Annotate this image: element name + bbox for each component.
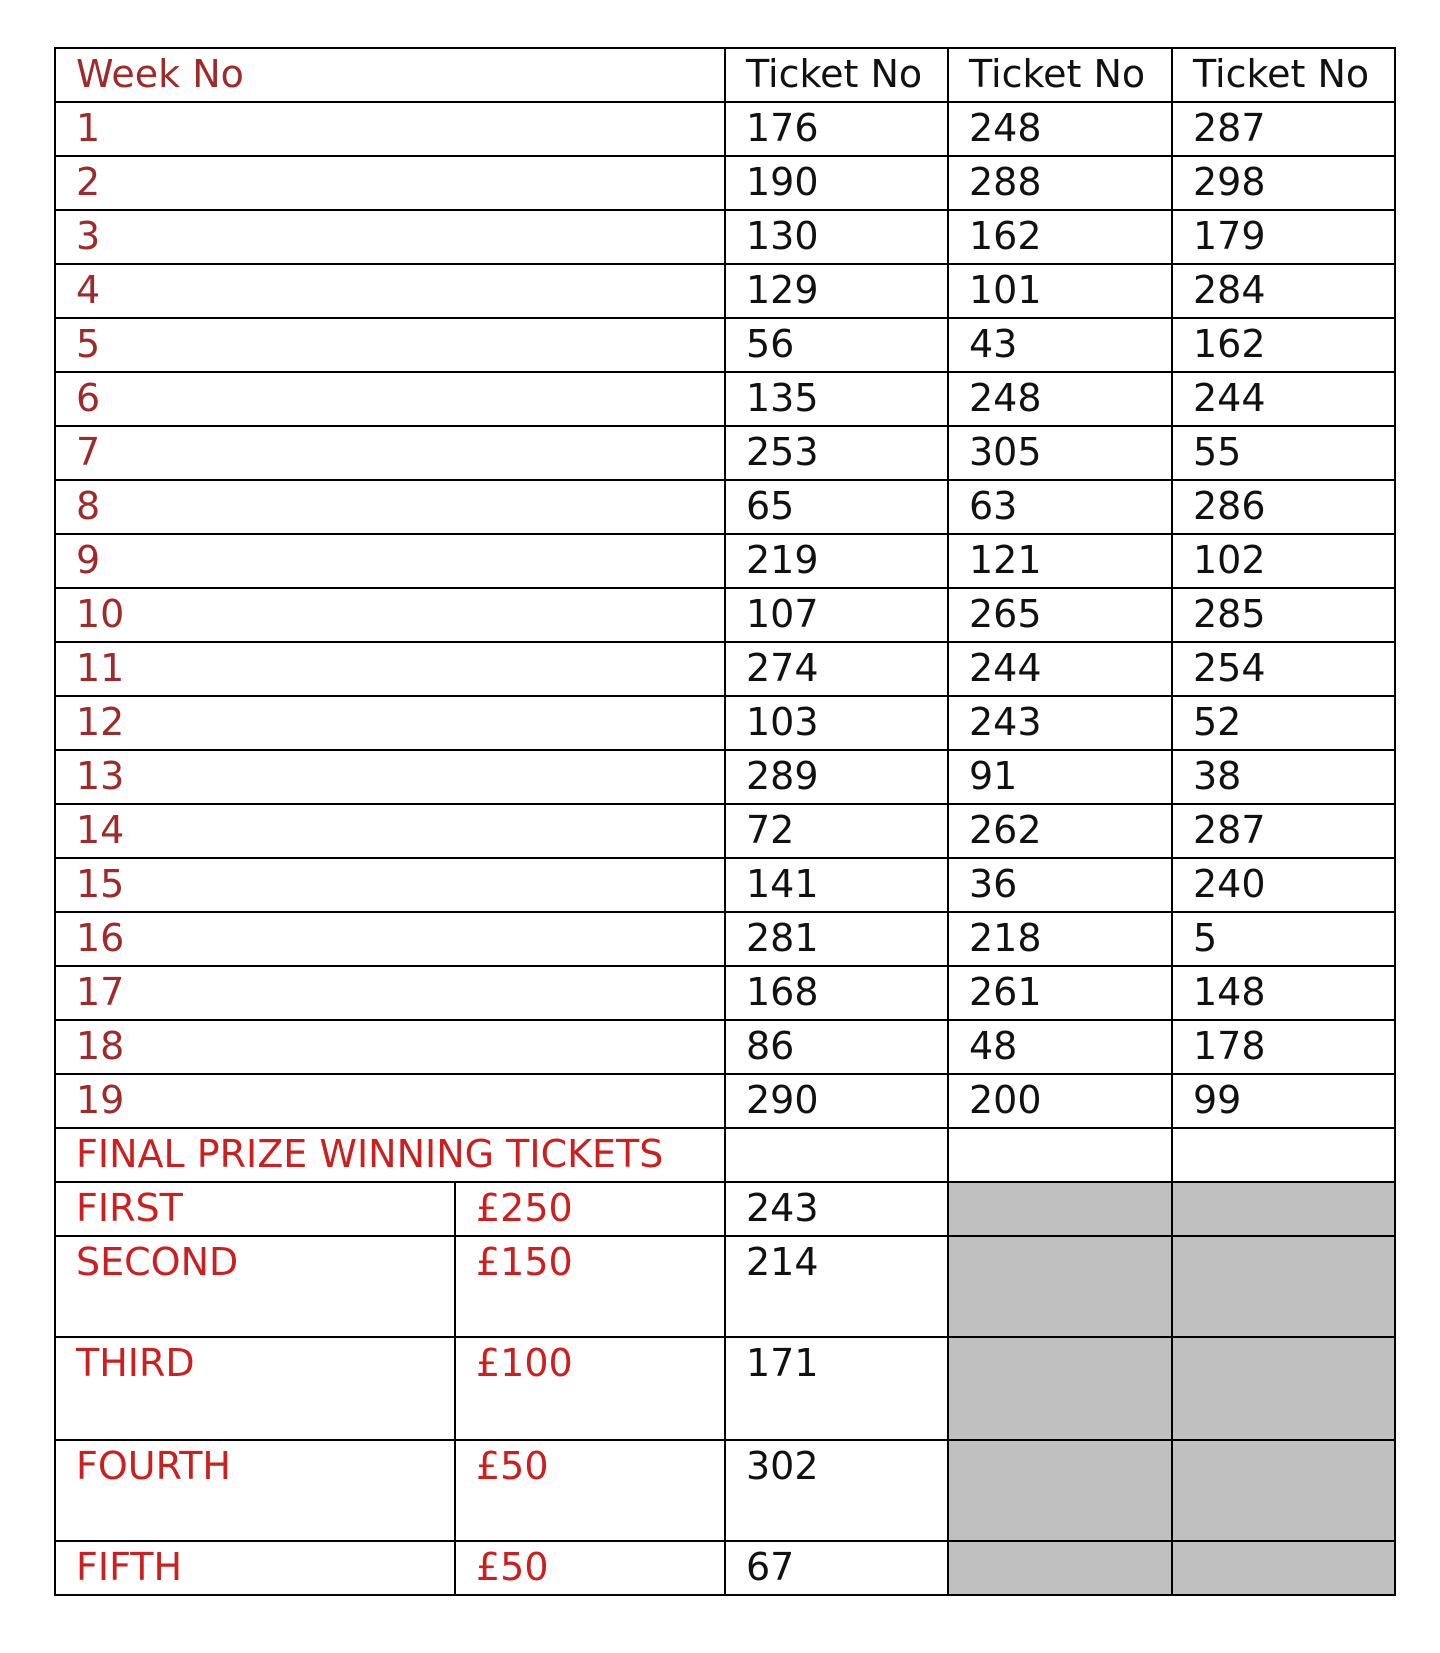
ticket-number-2: 200 bbox=[948, 1074, 1172, 1128]
table-body bbox=[55, 48, 1395, 1595]
ticket-number-1: 290 bbox=[725, 1074, 948, 1128]
week-row bbox=[55, 696, 1395, 750]
ticket-number-1: 107 bbox=[725, 588, 948, 642]
prize-amount: £100 bbox=[455, 1337, 725, 1440]
week-number: 11 bbox=[55, 642, 725, 696]
prize-ticket: 67 bbox=[725, 1541, 948, 1595]
prize-row bbox=[55, 1182, 1395, 1236]
week-number: 16 bbox=[55, 912, 725, 966]
prize-place: THIRD bbox=[55, 1337, 455, 1440]
ticket-number-3: 240 bbox=[1172, 858, 1395, 912]
grey-empty-cell bbox=[948, 1337, 1172, 1440]
ticket-number-3: 287 bbox=[1172, 804, 1395, 858]
ticket-number-2: 91 bbox=[948, 750, 1172, 804]
ticket-no-header-3: Ticket No bbox=[1172, 48, 1395, 102]
ticket-number-1: 141 bbox=[725, 858, 948, 912]
ticket-number-3: 55 bbox=[1172, 426, 1395, 480]
empty-cell bbox=[1172, 1128, 1395, 1182]
ticket-number-3: 254 bbox=[1172, 642, 1395, 696]
prize-place: FIRST bbox=[55, 1182, 455, 1236]
grey-empty-cell bbox=[948, 1236, 1172, 1337]
prize-place: FOURTH bbox=[55, 1440, 455, 1541]
prize-amount: £50 bbox=[455, 1541, 725, 1595]
week-row bbox=[55, 480, 1395, 534]
grey-empty-cell bbox=[1172, 1337, 1395, 1440]
lottery-results-table bbox=[54, 47, 1396, 1596]
ticket-number-3: 284 bbox=[1172, 264, 1395, 318]
week-row bbox=[55, 210, 1395, 264]
final-prize-heading-row bbox=[55, 1128, 1395, 1182]
ticket-number-3: 179 bbox=[1172, 210, 1395, 264]
week-number: 10 bbox=[55, 588, 725, 642]
grey-empty-cell bbox=[1172, 1182, 1395, 1236]
ticket-number-1: 176 bbox=[725, 102, 948, 156]
ticket-number-3: 52 bbox=[1172, 696, 1395, 750]
week-number: 13 bbox=[55, 750, 725, 804]
week-row bbox=[55, 1074, 1395, 1128]
ticket-number-2: 248 bbox=[948, 102, 1172, 156]
ticket-number-3: 285 bbox=[1172, 588, 1395, 642]
grey-empty-cell bbox=[948, 1182, 1172, 1236]
ticket-number-3: 38 bbox=[1172, 750, 1395, 804]
prize-amount: £150 bbox=[455, 1236, 725, 1337]
ticket-number-1: 253 bbox=[725, 426, 948, 480]
ticket-number-1: 135 bbox=[725, 372, 948, 426]
ticket-number-1: 289 bbox=[725, 750, 948, 804]
week-number: 1 bbox=[55, 102, 725, 156]
prize-ticket: 243 bbox=[725, 1182, 948, 1236]
week-row bbox=[55, 156, 1395, 210]
prize-ticket: 171 bbox=[725, 1337, 948, 1440]
week-row bbox=[55, 966, 1395, 1020]
ticket-number-3: 287 bbox=[1172, 102, 1395, 156]
ticket-number-3: 5 bbox=[1172, 912, 1395, 966]
week-row bbox=[55, 858, 1395, 912]
ticket-number-2: 36 bbox=[948, 858, 1172, 912]
prize-row bbox=[55, 1541, 1395, 1595]
week-number: 2 bbox=[55, 156, 725, 210]
ticket-number-3: 298 bbox=[1172, 156, 1395, 210]
ticket-number-2: 262 bbox=[948, 804, 1172, 858]
prize-place: SECOND bbox=[55, 1236, 455, 1337]
week-number: 3 bbox=[55, 210, 725, 264]
grey-empty-cell bbox=[1172, 1236, 1395, 1337]
grey-empty-cell bbox=[948, 1541, 1172, 1595]
ticket-number-2: 101 bbox=[948, 264, 1172, 318]
ticket-number-2: 218 bbox=[948, 912, 1172, 966]
ticket-no-header-2: Ticket No bbox=[948, 48, 1172, 102]
week-number: 6 bbox=[55, 372, 725, 426]
ticket-number-2: 248 bbox=[948, 372, 1172, 426]
ticket-number-1: 281 bbox=[725, 912, 948, 966]
ticket-number-3: 148 bbox=[1172, 966, 1395, 1020]
week-row bbox=[55, 804, 1395, 858]
final-prize-heading: FINAL PRIZE WINNING TICKETS bbox=[55, 1128, 725, 1182]
ticket-number-2: 265 bbox=[948, 588, 1172, 642]
ticket-number-3: 244 bbox=[1172, 372, 1395, 426]
prize-amount: £250 bbox=[455, 1182, 725, 1236]
ticket-no-header-1: Ticket No bbox=[725, 48, 948, 102]
week-number: 7 bbox=[55, 426, 725, 480]
ticket-number-1: 130 bbox=[725, 210, 948, 264]
prize-place: FIFTH bbox=[55, 1541, 455, 1595]
ticket-number-2: 63 bbox=[948, 480, 1172, 534]
week-number: 9 bbox=[55, 534, 725, 588]
week-number: 8 bbox=[55, 480, 725, 534]
week-number: 5 bbox=[55, 318, 725, 372]
week-number: 18 bbox=[55, 1020, 725, 1074]
ticket-number-1: 219 bbox=[725, 534, 948, 588]
grey-empty-cell bbox=[1172, 1440, 1395, 1541]
grey-empty-cell bbox=[948, 1440, 1172, 1541]
ticket-number-1: 190 bbox=[725, 156, 948, 210]
week-no-header: Week No bbox=[55, 48, 725, 102]
week-row bbox=[55, 642, 1395, 696]
week-row bbox=[55, 588, 1395, 642]
ticket-number-2: 261 bbox=[948, 966, 1172, 1020]
ticket-number-2: 48 bbox=[948, 1020, 1172, 1074]
empty-cell bbox=[725, 1128, 948, 1182]
grey-empty-cell bbox=[1172, 1541, 1395, 1595]
week-row bbox=[55, 372, 1395, 426]
ticket-number-1: 274 bbox=[725, 642, 948, 696]
ticket-number-1: 56 bbox=[725, 318, 948, 372]
ticket-number-1: 72 bbox=[725, 804, 948, 858]
ticket-number-3: 102 bbox=[1172, 534, 1395, 588]
ticket-number-1: 65 bbox=[725, 480, 948, 534]
week-row bbox=[55, 1020, 1395, 1074]
empty-cell bbox=[948, 1128, 1172, 1182]
week-row bbox=[55, 426, 1395, 480]
ticket-number-2: 305 bbox=[948, 426, 1172, 480]
week-number: 15 bbox=[55, 858, 725, 912]
ticket-number-2: 288 bbox=[948, 156, 1172, 210]
ticket-number-1: 86 bbox=[725, 1020, 948, 1074]
week-row bbox=[55, 750, 1395, 804]
prize-ticket: 302 bbox=[725, 1440, 948, 1541]
ticket-number-2: 121 bbox=[948, 534, 1172, 588]
ticket-number-1: 129 bbox=[725, 264, 948, 318]
ticket-number-2: 162 bbox=[948, 210, 1172, 264]
week-row bbox=[55, 318, 1395, 372]
ticket-number-3: 99 bbox=[1172, 1074, 1395, 1128]
week-row bbox=[55, 534, 1395, 588]
prize-row bbox=[55, 1440, 1395, 1541]
week-number: 17 bbox=[55, 966, 725, 1020]
ticket-number-3: 286 bbox=[1172, 480, 1395, 534]
prize-ticket: 214 bbox=[725, 1236, 948, 1337]
ticket-number-1: 168 bbox=[725, 966, 948, 1020]
ticket-number-2: 243 bbox=[948, 696, 1172, 750]
ticket-number-3: 162 bbox=[1172, 318, 1395, 372]
week-number: 14 bbox=[55, 804, 725, 858]
prize-amount: £50 bbox=[455, 1440, 725, 1541]
week-row bbox=[55, 912, 1395, 966]
ticket-number-2: 43 bbox=[948, 318, 1172, 372]
week-number: 12 bbox=[55, 696, 725, 750]
ticket-number-1: 103 bbox=[725, 696, 948, 750]
ticket-number-3: 178 bbox=[1172, 1020, 1395, 1074]
week-row bbox=[55, 102, 1395, 156]
ticket-number-2: 244 bbox=[948, 642, 1172, 696]
week-number: 19 bbox=[55, 1074, 725, 1128]
week-row bbox=[55, 264, 1395, 318]
week-number: 4 bbox=[55, 264, 725, 318]
prize-row bbox=[55, 1236, 1395, 1337]
header-row bbox=[55, 48, 1395, 102]
prize-row bbox=[55, 1337, 1395, 1440]
